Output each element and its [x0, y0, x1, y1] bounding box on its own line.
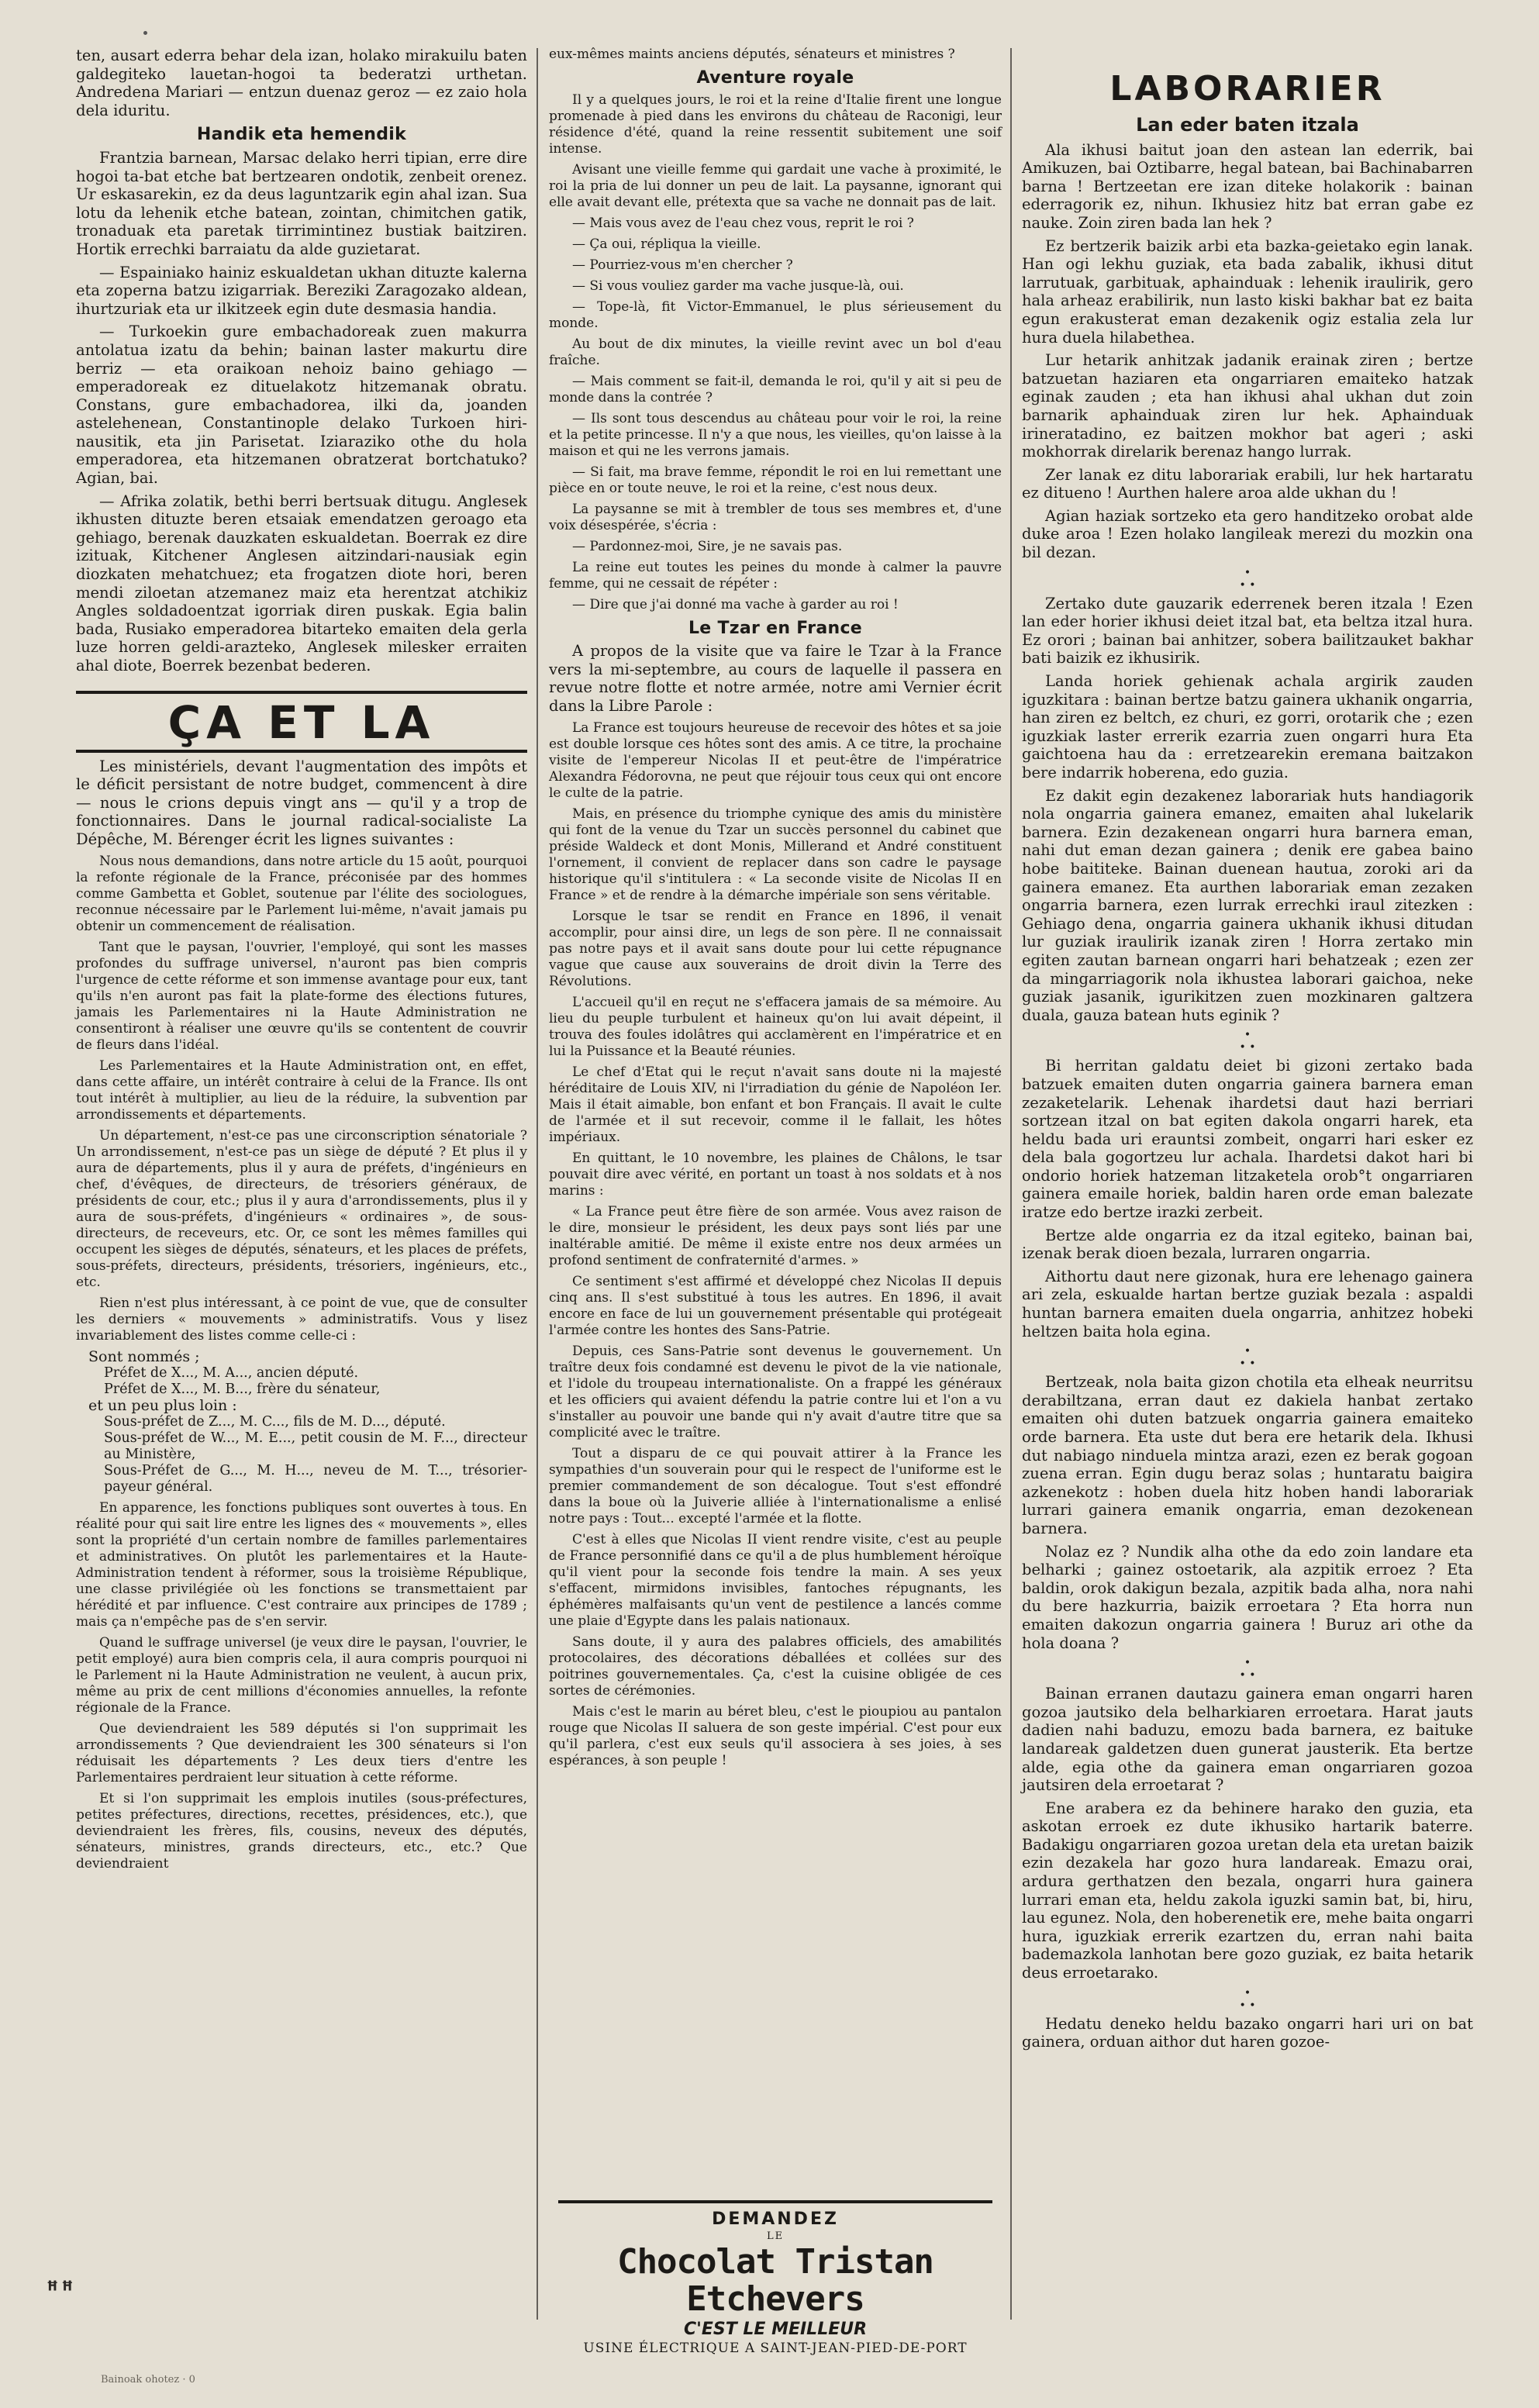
paragraph: Avisant une vieille femme qui gardait une vache à proximité, le roi la pria de lui donner un peu de lait. La paysanne, ignorant qui elle avait devant elle, prétexta que sa vache ne donnait pas de lait.: [549, 161, 1002, 210]
paragraph: Au bout de dix minutes, la vieille revint avec un bol d'eau fraîche.: [549, 336, 1002, 368]
section-heading: Le Tzar en France: [688, 618, 863, 638]
section-heading: Aventure royale: [696, 68, 854, 88]
paragraph: Hedatu deneko heldu bazako ongarri hari uri on bat gainera, orduan aithor dut haren gozoe-: [1022, 2014, 1473, 2051]
paragraph: Mais c'est le marin au béret bleu, c'est le pioupiou au pantalon rouge que Nicolas II saluera de son geste impérial. C'est pour eux qu'il parlera, c'est eux seuls qu'il associera à ses joies, à ses espérances, à son peuple !: [549, 1703, 1002, 1768]
paragraph: Nous nous demandions, dans notre article du 15 août, pourquoi la refonte régionale de la France, préconisée par des hommes comme Gambetta et Goblet, soutenue par l'élite des sociologues, reconnue nécessaire par le Parlement lui-même, n'avait jamais pu obtenir un commencement de réalisation.: [76, 853, 527, 934]
list-item: Préfet de X..., M. B..., frère du sénateur,: [104, 1381, 381, 1397]
dialogue-line: — Pourriez-vous m'en chercher ?: [572, 257, 793, 273]
list-label: et un peu plus loin :: [88, 1396, 237, 1414]
margin-stamp: ꟸꟸ: [45, 2275, 75, 2305]
paragraph: Sans doute, il y aura des palabres officiels, des amabilités protocolaires, des décorations déballées et collées sur des poitrines gouvernementales. Ça, c'est la cuisine obligée de ces sortes de cérémonies.: [549, 1634, 1002, 1699]
list-item: Préfet de X..., M. A..., ancien député.: [104, 1364, 359, 1381]
paragraph: « La France peut être fière de son armée. Vous avez raison de le dire, monsieur le président, les deux pays sont liés par une inaltérable amitié. De même il existe entre nos deux armées un profond sentiment de confraternité d'armes. »: [549, 1203, 1002, 1268]
paragraph: — Espainiako hainiz eskualdetan ukhan dituzte kalerna eta zoperna batzu izigarriak. Bereziki Zaragozako aldean, ihurtzuriak eta ur ilkitzeek egin dute desmasia handia.: [76, 263, 527, 318]
ink-dot: [143, 31, 147, 35]
paragraph: Depuis, ces Sans-Patrie sont devenus le gouvernement. Un traître deux fois condamné est devenu le pivot de la vie nationale, et l'idole du troupeau internationaliste. On a frappé les généraux et les officiers qui avaient défendu la patrie contre lui et l'on a vu s'installer au pouvoir une bande qui n'y avait d'autre titre que sa complicité avec le traître.: [549, 1343, 1002, 1440]
list-item: Sous-préfet de W..., M. E..., petit cousin de M. F..., directeur au Ministère,: [104, 1430, 527, 1462]
section-separator-icon: • • •: [1239, 1657, 1256, 1682]
ad-le: LE: [766, 2230, 785, 2242]
paragraph: En apparence, les fonctions publiques sont ouvertes à tous. En réalité pour qui sait lire entre les lignes des « mouvements », elles sont la propriété d'un certain nombre de familles parlementaires et administratives. On plutôt les parlementaires et la Haute-Administration tendent à réformer, sous la troisième République, une classe privilégiée où les fonctions se transmettaient par hérédité et par influence. C'est contraire aux principes de 1789 ; mais ça n'empêche pas de s'en servir.: [76, 1499, 527, 1630]
ad-brand-name: Chocolat Tristan Etchevers: [617, 2242, 933, 2319]
column-laborarier: [1022, 70, 1473, 2056]
nomination-list: [76, 1349, 527, 1496]
paragraph: La France est toujours heureuse de recevoir des hôtes et sa joie est double lorsque ces hôtes sont des amis. A ce titre, la prochaine visite de l'empereur Nicolas II et peut-être de l'impératrice Alexandra Fédorovna, ne peut que réjouir tous ceux qui ont encore le culte de la patrie.: [549, 719, 1002, 801]
paragraph: La paysanne se mit à trembler de tous ses membres et, d'une voix désespérée, s'écria :: [549, 501, 1002, 533]
paragraph: Ez bertzerik baizik arbi eta bazka-geietako egin lanak. Han ogi lekhu guziak, eta bada zabalik, ikhusi ditut larrutuak, garbituak, aphainduak : lehenik iraulirik, gero hala arheaz erabilirik, nun lasto kiski bakhar bat ez baita egun erakusterat eman dezakenik ogiz estalia zela lur hura duela hilabethea.: [1022, 236, 1473, 347]
paragraph: En quittant, le 10 novembre, les plaines de Châlons, le tsar pouvait dire avec vérité, en portant un toast à nos soldats et à nos marins :: [549, 1150, 1002, 1199]
footer-note: Bainoak ohotez · 0: [101, 2374, 195, 2386]
paragraph: Ez dakit egin dezakenez laborariak huts handiagorik nola ongarria gainera emanez, emaiten ahal lukelarik barnera. Ezin dezakenean ongarri hura barnera eman, nahi dut eman dezan gainera ; denik ere gabea baino hobe baititeke. Bainan duenean hautua, zoroki ari da gainera emanez. Eta aurthen laborariak eman zezaken ongarria barnera, ezen lurrak errechki iraul zitezken : Gehiago dena, ongarria gainera ukhanik ikhusi ditudan lur guziak iraulirik izanak ziren ! Horra zertako min egiten zautan barnean ongarri hari behatzeak ; ezen zer da mingarriagorik nola ikhustea laborari gaichoa, neke guziak jasanik, igurikitzen zuen mozkinaren galtzera duala, gauza batean huts eginik ?: [1022, 786, 1473, 1024]
column-french-news: [549, 47, 1002, 1774]
dialogue-line: — Mais vous avez de l'eau chez vous, reprit le roi ?: [572, 215, 914, 231]
paragraph: Zertako dute gauzarik ederrenek beren itzala ! Ezen lan eder horier ikhusi deiet itzal bat, eta beltza itzal hura. Ez orori ; bainan bai anhitzer, sobera bailitzauket bakhar bati baizik ez ikhusirik.: [1022, 594, 1473, 668]
paragraph: ten, ausart ederra behar dela izan, holako mirakuilu baten galdegiteko lauetan-hogoi ta bederatzi urthetan. Andredena Mariari — entzun duenaz geroz — ez zaio hola dela iduritu.: [76, 47, 527, 119]
paragraph: Mais, en présence du triomphe cynique des amis du ministère qui font de la venue du Tzar un succès personnel du cabinet que préside Waldeck et dont Monis, Millerand et André constituent l'ornement, il convient de replacer dans son cadre le paysage historique qu'il s'intitulera : « La seconde visite de Nicolas II en France » et de rendre à la démarche impériale son sens véritable.: [549, 806, 1002, 903]
column-rule-left: [537, 48, 538, 2320]
paragraph: Agian haziak sortzeko eta gero handitzeko orobat alde duke aroa ! Ezen holako langileak merezi du mozkin ona bil dezan.: [1022, 506, 1473, 562]
paragraph: L'accueil qu'il en reçut ne s'effacera jamais de sa mémoire. Au lieu du peuple turbulent et haineux qu'on lui avait dépeint, il trouva des foules idolâtres qui acclamèrent en l'impératrice et en lui la Puissance et la Beauté réunies.: [549, 994, 1002, 1059]
paragraph: Aithortu daut nere gizonak, hura ere lehenago gainera ari zela, eskualde hartan bertze guziak bezala : aspaldi huntan barnera emaiten duela ongarria, anhitzez hobeki heltzen baita hola egina.: [1022, 1267, 1473, 1340]
ad-factory-line: USINE ÉLECTRIQUE A SAINT-JEAN-PIED-DE-PORT: [583, 2341, 968, 2356]
paragraph: Bertze alde ongarria ez da itzal egiteko, bainan bai, izenak berak dioen bezala, lurraren ongarria.: [1022, 1226, 1473, 1263]
paragraph: Que deviendraient les 589 députés si l'on supprimait les arrondissements ? Que deviendraient les 300 sénateurs si l'on réduisait les départements ? Les deux tiers d'entre les Parlementaires perdraient leur situation à cette réforme.: [76, 1720, 527, 1785]
section-heading: Handik eta hemendik: [196, 125, 407, 145]
paragraph: Les Parlementaires et la Haute Administration ont, en effet, dans cette affaire, un intérêt contraire à celui de la France. Ils ont tout intérêt à multiplier, au lieu de la réduire, la subvention par arrondissements et départements.: [76, 1057, 527, 1123]
paragraph: Et si l'on supprimait les emplois inutiles (sous-préfectures, petites préfectures, directions, recettes, présidences, etc.), que deviendraient les frères, fils, cousins, neveux des députés, sénateurs, ministres, grands directeurs, etc., etc.? Que deviendraient: [76, 1790, 527, 1872]
dialogue-line: — Tope-là, fit Victor-Emmanuel, le plus sérieusement du monde.: [549, 298, 1002, 331]
list-label: Sont nommés ;: [88, 1347, 200, 1365]
paragraph: Ala ikhusi baitut joan den astean lan ederrik, bai Amikuzen, bai Oztibarre, hegal batean, bai Bachinabarren barna ! Bertzeetan ere izan diteke holakorik : bainan ederragorik ez, nihun. Ikhusiez hitz bat erran gabe ez nauke. Zoin ziren bada lan hek ?: [1022, 140, 1473, 232]
paragraph: Quand le suffrage universel (je veux dire le paysan, l'ouvrier, le petit employé) aura bien compris cela, il aura compris pourquoi ni le Parlement ni la Haute Administration ne veulent, à aucun prix, même au prix de cent millions d'économies annuelles, la refonte régionale de la France.: [76, 1634, 527, 1716]
page-title: LABORARIER: [1109, 69, 1385, 109]
paragraph: Les ministériels, devant l'augmentation des impôts et le déficit persistant de notre budget, commencent à dire — nous le crions depuis vingt ans — qu'il y a trop de fonctionnaires. Dans le journal radical-socialiste La Dépêche, M. Bérenger écrit les lignes suivantes :: [76, 757, 527, 848]
paragraph: Rien n'est plus intéressant, à ce point de vue, que de consulter les derniers « mouvements » administratifs. Vous y lisez invariablement des listes comme celle-ci :: [76, 1295, 527, 1344]
paragraph: Landa horiek gehienak achala argirik zauden iguzkitara : bainan bertze batzu gainera ukhanik ongarria, han ziren ez beltch, ez churi, ez gorri, orotarik che ; ezen iguzkiak laster errerik ezarria zuen ongarri hura Eta gaichtoena hau da : erretzearekin eremana baitzakon bere indarrik hoberena, edo guzia.: [1022, 672, 1473, 781]
paragraph: Tant que le paysan, l'ouvrier, l'employé, qui sont les masses profondes du suffrage universel, n'auront pas bien compris l'urgence de cette réforme et son immense avantage pour eux, tant qu'ils n'en auront pas fait la plate-forme des élections futures, jamais les Parlementaires ni la Haute Administration ne consentiront à réaliser une œuvre qu'ils se contentent de couvrir de fleurs dans l'idéal.: [76, 939, 527, 1053]
paragraph: Lorsque le tsar se rendit en France en 1896, il venait accomplir, pour ainsi dire, un legs de son père. Il ne connaissait pas notre pays et il avait sans doute pour lui cette répugnance vague que cause aux souverains de droit divin la Terre des Révolutions.: [549, 908, 1002, 989]
paragraph: Il y a quelques jours, le roi et la reine d'Italie firent une longue promenade à pied dans les environs du château de Raconigi, leur résidence d'été, quand la reine ressentit subitement une soif intense.: [549, 91, 1002, 157]
section-separator-icon: • • •: [1239, 1029, 1256, 1054]
paragraph: — Turkoekin gure embachadoreak zuen makurra antolatua izatu da behin; bainan laster makurtu dire berriz — eta oraikoan nehoiz baino gehiago — emperadoreak ez dituelakotz hitzemanak obratu. Constans, gure embachadorea, ilki da, joanden astelehenean, Constantinople delako Turkoen hiri-nausitik, eta jin Parisetat. Iziaraziko othe du hola emperadorea, eta hitzemanen obratzerat bortchatuko? Agian, bai.: [76, 323, 527, 488]
paragraph: Ce sentiment s'est affirmé et développé chez Nicolas II depuis cinq ans. Il s'est substitué à tous les autres. En 1896, il avait encore en face de lui un gouvernement présentable qui protégeait l'armée contre les hontes des Sans-Patrie.: [549, 1273, 1002, 1338]
paragraph: Bertzeak, nola baita gizon chotila eta elheak neurritsu derabiltzana, erran daut ez dakiela hanbat zertako emaiten ohi duten batzuek ongarria gainera emaiteko orde barnera. Eta uste dut bera ere hetarik dela. Ikhusi dut nabiago ninduela mintza arazi, ezen ez berak gogoan zuena erran. Egin dugu beraz solas ; huntaratu baigira azkenekotz : hoben duela hitz hoben handi laborariak lurrari gainera emanik ongarria, eman dezokenean barnera.: [1022, 1373, 1473, 1537]
section-separator-icon: • • •: [1239, 1345, 1256, 1371]
paragraph: La reine eut toutes les peines du monde à calmer la pauvre femme, qui ne cessait de répéter :: [549, 559, 1002, 592]
chocolate-advertisement: [558, 2200, 992, 2356]
ad-demandez: DEMANDEZ: [712, 2210, 839, 2229]
section-separator-icon: • • •: [1239, 566, 1256, 592]
paragraph: — Afrika zolatik, bethi berri bertsuak ditugu. Anglesek ikhusten dituzte beren etsaiak emendatzen geroago eta gehiago, berenak dauzkaten eskualdetan. Boerrak ez dire izituak, Kitchener Anglesen aitzindari-nausiak egin diozkaten mehatchuez; eta frogatzen diote hori, beren mendi ziloetan atzemanez maiz eta herentzat atchikiz Angles soldadoentzat igorriak diren puskak. Egia balin bada, Rusiako emperadorea bitarteko emaiten dela gerla luze horren geldi-arazteko, Anglesek milesker erraiten ahal diote, Boerrek bezenbat bederen.: [76, 492, 527, 674]
list-item: Sous-préfet de Z..., M. C..., fils de M. D..., député.: [104, 1413, 446, 1430]
paragraph: Le chef d'Etat qui le reçut n'avait sans doute ni la majesté héréditaire de Louis XIV, ni l'irradiation du génie de Napoléon Ier. Mais il était aimable, bon enfant et bon Français. Il avait le culte de l'armée et il sut recevoir, comme il le fallait, les hôtes impériaux.: [549, 1064, 1002, 1145]
ad-top-rule: [558, 2200, 992, 2203]
paragraph: A propos de la visite que va faire le Tzar à la France vers la mi-septembre, au cours de laquelle il passera en revue notre flotte et notre armée, notre ami Vernier écrit dans la Libre Parole :: [549, 642, 1002, 715]
paragraph: Nolaz ez ? Nundik alha othe da edo zoin landare eta belharki ; gainez ostoetarik, ala azpitik erroez ? Eta baldin, orok dakigun bezala, azpitik bada alha, nora nahi du bere hazkurria, baizik erroetara ? Eta horra nun emaiten dakozun ongarria gainera ! Buruz ari othe da hola doana ?: [1022, 1542, 1473, 1652]
dialogue-line: — Dire que j'ai donné ma vache à garder au roi !: [572, 596, 899, 612]
paragraph: Un département, n'est-ce pas une circonscription sénatoriale ? Un arrondissement, n'est-ce pas un siège de député ? Et plus il y aura de départements, plus il y aura de préfets, d'ingénieurs en chef, d'évêques, de directeurs, de trésoriers généraux, de présidents de cour, etc.; plus il y aura d'arrondissements, plus il y aura de sous-préfets, d'ingénieurs « ordinaires », de sous-directeurs, de receveurs, etc. Or, ce sont les mêmes familles qui occupent les sièges de députés, sénateurs, et les places de préfets, sous-préfets, directeurs, présidents, trésoriers, ingénieurs, etc., etc.: [76, 1127, 527, 1290]
section-separator-icon: • • •: [1239, 1986, 1256, 2012]
paragraph: Zer lanak ez ditu laborariak erabili, lur hek hartaratu ez ditueno ! Aurthen halere aroa alde ukhan du !: [1022, 465, 1473, 502]
article-subtitle: Lan eder baten itzala: [1136, 114, 1359, 136]
dialogue-line: — Mais comment se fait-il, demanda le roi, qu'il y ait si peu de monde dans la contrée ?: [549, 373, 1002, 405]
paragraph: C'est à elles que Nicolas II vient rendre visite, c'est au peuple de France personnifié dans ce qu'il a de plus humblement héroïque qu'il vient pour la seconde fois tendre la main. A ses yeux s'effacent, mirmidons invisibles, fantoches répugnants, les éphémères malfaisants qu'un vent de pestilence a lancés comme une plaie d'Egypte dans les palais nationaux.: [549, 1531, 1002, 1629]
column-rule-right: [1010, 48, 1012, 2320]
paragraph: Bi herritan galdatu deiet bi gizoni zertako bada batzuek emaiten duten ongarria gainera barnera eman zezaketelarik. Lehenak ihardetsi daut hazi berriari sortzean itzal on bat egiten dakola ongarri harek, eta heldu bada uri erauntsi zombeit, ongarri hari esker ez dela bala gogortzeu lur achala. Ihardetsi dakot hari bi ondorio horiek hatzeman litzaketela orob°t ongarriaren gainera emaile horiek, baldin haren orde eman balezate iratze edo bertze irazki zerbeit.: [1022, 1057, 1473, 1222]
dialogue-line: — Si vous vouliez garder ma vache jusque-là, oui.: [572, 278, 904, 294]
section-title-ca-et-la: ÇA ET LA: [76, 691, 527, 753]
paragraph: eux-mêmes maints anciens députés, sénateurs et ministres ?: [549, 47, 955, 62]
paragraph: Frantzia barnean, Marsac delako herri tipian, erre dire hogoi ta-bat etche bat bertzearen ondotik, zenbeit orenez. Ur eskasarekin, ez da deus laguntzarik egin ahal izan. Sua lotu da lehenik etche batean, zointan, chimitchen gatik, tronaduak eta paretak tirrimintinez bustiak baitziren. Hortik errechki barraiatu da alde guzietarat.: [76, 148, 527, 258]
paragraph: Tout a disparu de ce qui pouvait attirer à la France les sympathies d'un souverain pour qui le respect de l'uniforme est le premier commandement de son décalogue. Tout s'est effondré dans la boue où la Juiverie alliée à l'internationalisme a enlisé notre pays : Tout... excepté l'armée et la flotte.: [549, 1445, 1002, 1527]
dialogue-line: — Si fait, ma brave femme, répondit le roi en lui remettant une pièce en or toute neuve, le roi et la reine, c'est nous deux.: [549, 464, 1002, 496]
dialogue-line: — Ils sont tous descendus au château pour voir le roi, la reine et la petite princesse. Il n'y a que nous, les vieilles, qu'on laisse à la maison et qui ne les verrons jamais.: [549, 410, 1002, 459]
paragraph: Bainan erranen dautazu gainera eman ongarri haren gozoa jautsiko dela belharkiaren erroetara. Harat jauts dadien nahi baduzu, emozu bada barnera, ez baituke landareak galdetzen duen gunerat jausterik. Eta bertze alde, egia othe da gainera eman ongarriaren gozoa jautsiren dela erroetarat ?: [1022, 1685, 1473, 1795]
column-basque-news: [76, 47, 527, 1877]
dialogue-line: — Pardonnez-moi, Sire, je ne savais pas.: [572, 538, 843, 554]
paragraph: Lur hetarik anhitzak jadanik erainak ziren ; bertze batzuetan haziaren eta ongarriaren emaiteko hatzak eginak zauden ; eta han ikhusi ahal ukhan dut zoin barnarik aphainduak ziren lur hek. Aphainduak irineratadino, ez baitzen mokhor bat ageri ; aski mokhorrak direlarik berenaz hango lurrak.: [1022, 351, 1473, 461]
ad-tagline: C'EST LE MEILLEUR: [683, 2320, 868, 2339]
paragraph: Ene arabera ez da behinere harako den guzia, eta askotan erroek ez dute ikhusiko hartarik baterre. Badakigu ongarriaren gozoa uretan dela eta uretan baizik ezin dezakela har gozo hura landareak. Emazu orai, ardura gerthatzen den bezala, ongarri hura gainera lurrari eman eta, heldu zakola iguzki samin bat, bi, hiru, lau egunez. Nola, den hoberenetik ere, mehe baita ongarri hura, iguzkiak errerik ezartzen du, erran nahi baita bademazkola lanhotan bere gozo guziak, ez baita hetarik deus erroetarako.: [1022, 1799, 1473, 1982]
list-item: Sous-Préfet de G..., M. H..., neveu de M. T..., trésorier-payeur général.: [104, 1462, 527, 1495]
dialogue-line: — Ça oui, répliqua la vieille.: [572, 236, 761, 252]
